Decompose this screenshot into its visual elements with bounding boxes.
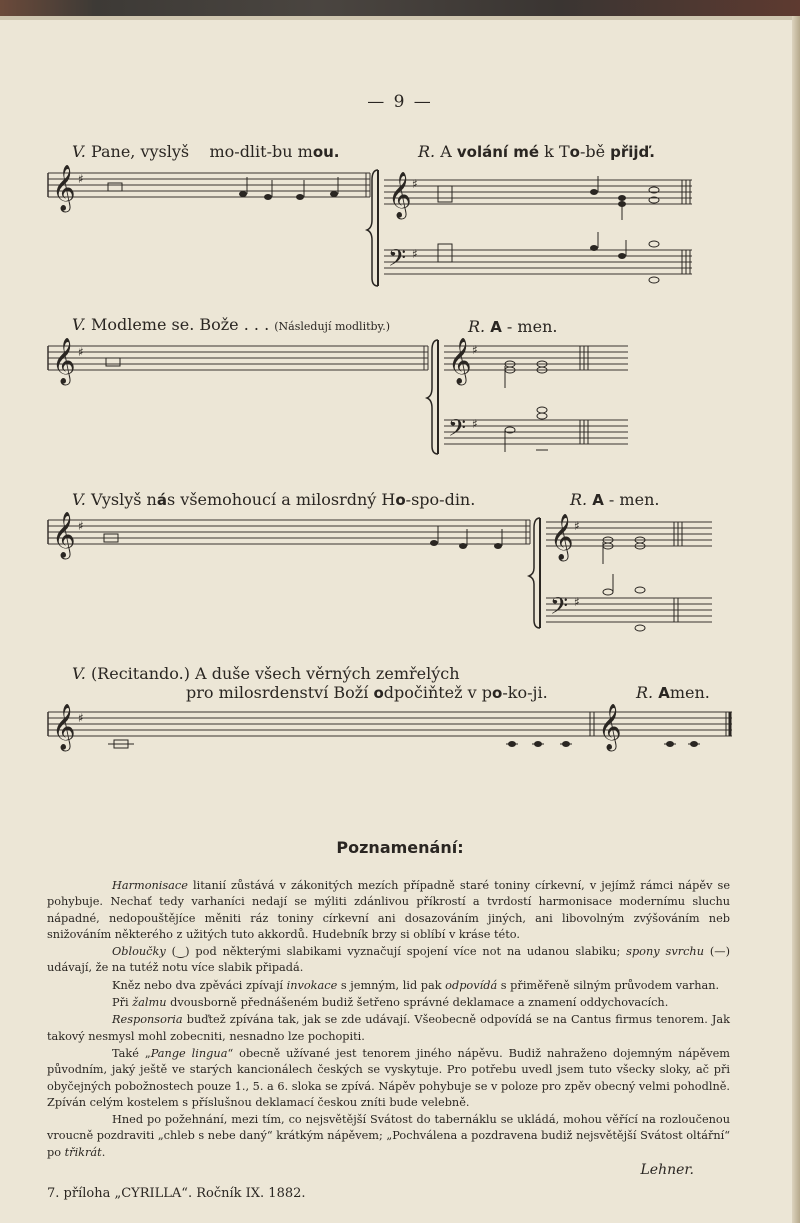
svg-text:𝄞: 𝄞 <box>52 338 76 384</box>
svg-text:𝄢: 𝄢 <box>550 592 569 625</box>
svg-text:𝄢: 𝄢 <box>448 414 467 447</box>
versicle-label-3: V. Vyslyš nás všemohoucí a milosrdný Ho-spo-din. <box>72 490 476 509</box>
svg-text:𝄞: 𝄞 <box>550 514 574 560</box>
response-mark: R. <box>418 142 436 161</box>
response-grand-staff-3 <box>532 512 722 642</box>
svg-text:♯: ♯ <box>574 595 580 609</box>
svg-text:𝄞: 𝄞 <box>388 172 412 218</box>
footer: 7. příloha „CYRILLA“. Ročník IX. 1882. <box>47 1186 306 1201</box>
response-grand-staff-2 <box>430 330 640 470</box>
svg-text:♯: ♯ <box>78 345 84 359</box>
signature: Lehner. <box>640 1162 694 1178</box>
notes-title: Poznamenání: <box>336 838 464 857</box>
svg-text:𝄞: 𝄞 <box>52 165 76 211</box>
response-label-2: R. A - men. <box>468 317 558 336</box>
versicle-label-4-line2: pro milosrdenství Boží odpočiňtež v po-ko-ji. <box>186 683 548 702</box>
svg-text:𝄞: 𝄞 <box>52 704 76 750</box>
note-paragraph: Responsoria buďtež zpívána tak, jak se zde udávají. Všeobecně odpovídá se na Cantus firmus tenorem. Jak takový nesmysl mohl zobecniti, nesnadno lze pochopiti. <box>47 1013 730 1043</box>
response-label-1: R. A volání mé k To-bě přijď. <box>418 142 655 161</box>
svg-text:𝄞: 𝄞 <box>598 704 622 750</box>
svg-text:♯: ♯ <box>78 172 84 186</box>
versicle-staff-3 <box>48 512 538 562</box>
svg-text:♯: ♯ <box>412 177 418 191</box>
notes-body <box>47 878 730 1162</box>
response-grand-staff-1 <box>372 160 702 300</box>
recitando-staff <box>48 704 738 760</box>
svg-text:♯: ♯ <box>574 519 580 533</box>
note-paragraph: Také „Pange lingua“ obecně užívané jest tenorem jiného nápěvu. Budiž nahraženo dojemným nápěvem původním, jaký ještě ve starých kancionálech českých se vyskytuje. Pro potřebu uvedl jsem tuto všecky sloky, ač při obyčejných pobožnostech pouze 1., 5. a 6. sloka se zpívá. Nápěv pohybuje se v poloze pro zpěv obecný velmi pohodlně. Zpíván celým kostelem s příslušnou deklamací českou zníti bude velebně. <box>47 1046 731 1109</box>
versicle-label-4-line1: V. (Recitando.) A duše všech věrných zemřelých <box>72 664 460 683</box>
note-paragraph: Kněz nebo dva zpěváci zpívají invokace s jemným, lid pak odpovídá s přiměřeně silným průvodem varhan. <box>112 978 720 992</box>
svg-text:♯: ♯ <box>78 519 84 533</box>
versicle-label-2: V. Modleme se. Bože . . . (Následují modlitby.) <box>72 315 391 334</box>
svg-text:𝄢: 𝄢 <box>388 244 407 277</box>
versicle-mark: V. <box>72 142 86 161</box>
versicle-staff-2 <box>48 338 438 388</box>
svg-text:♯: ♯ <box>78 711 84 725</box>
top-binding-edge <box>0 0 800 16</box>
versicle-staff-1 <box>48 165 378 215</box>
right-paper-edge <box>792 16 800 1223</box>
response-label-3: R. A - men. <box>570 490 660 509</box>
svg-text:♯: ♯ <box>472 343 478 357</box>
svg-text:♯: ♯ <box>472 417 478 431</box>
response-label-4: R. Amen. <box>636 683 710 702</box>
top-paper-edge <box>0 16 800 20</box>
note-paragraph: Harmonisace litanií zůstává v zákonitých mezích případně staré toniny církevní, v jejímž rámci nápěv se pohybuje. Nechať tedy varhaníci nedají se mýliti zdánlivou příkrostí a tvrdostí harmonisace modernímu sluchu nápadné, nedopouštějíce měniti ráz toniny církevní ani dosazováním jiných, ani libovolným zvýšováním neb snižováním některého z užitých tuto akkordů. Hudebník brzy si oblíbí v kráse této. <box>47 879 730 941</box>
versicle-label-1: V. Pane, vyslyš mo-dlit-bu mou. <box>72 142 340 161</box>
note-paragraph: Při žalmu dvousborně přednášeném budiž šetřeno správné deklamace a znamení oddychovacích. <box>112 996 669 1010</box>
note-paragraph: Hned po požehnání, mezi tím, co nejsvětější Svátost do tabernáklu se ukládá, mohou věřící na rozloučenou vroucně pozdraviti „chleb s nebe daný“ krátkým nápěvem; „Pochválena a pozdravena budiž nejsvětější Svátost oltářní“ po třikrát. <box>47 1113 731 1159</box>
note-paragraph: Obloučky (‿) pod některými slabikami vyznačují spojení více not na udanou slabiku; spony svrchu (—) udávají, že na tutéž notu více slabik připadá. <box>47 945 730 975</box>
svg-text:𝄞: 𝄞 <box>448 338 472 384</box>
page-number: — 9 — <box>367 92 433 112</box>
svg-text:♯: ♯ <box>412 247 418 261</box>
svg-text:𝄞: 𝄞 <box>52 512 76 558</box>
